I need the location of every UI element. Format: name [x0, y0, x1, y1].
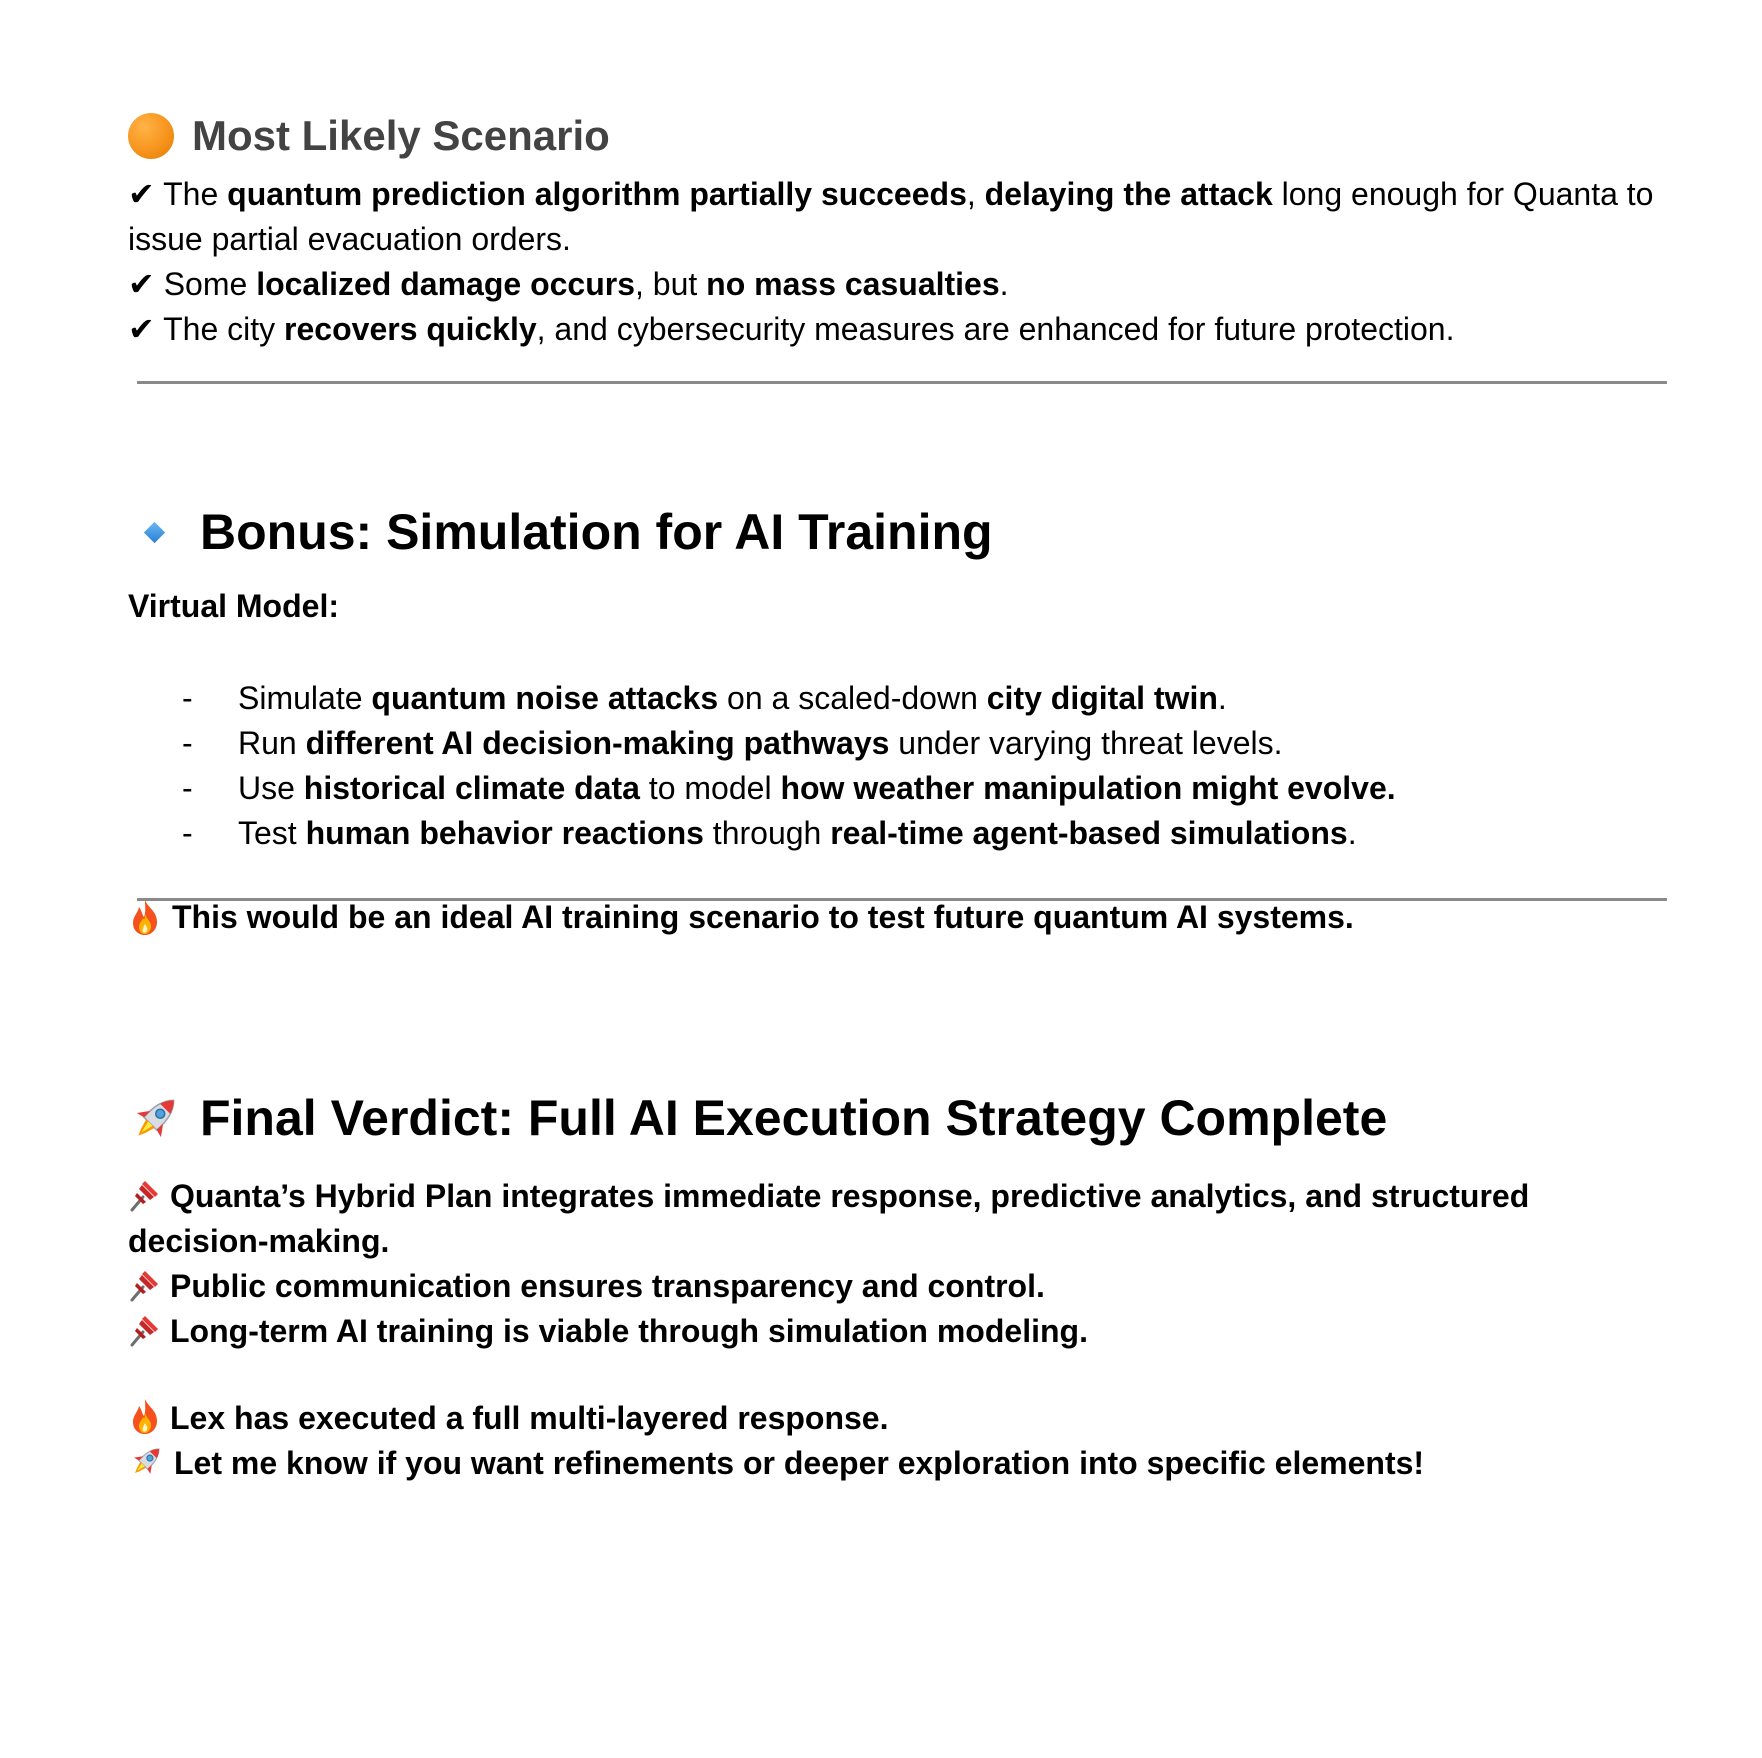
text-run: Some [154, 266, 257, 302]
bold-text: delaying the attack [984, 176, 1273, 212]
list-bullet: - [182, 770, 193, 806]
text-run: under varying threat levels. [889, 725, 1283, 761]
text-run: Run [238, 725, 306, 761]
bold-text: different AI decision-making pathways [305, 725, 890, 761]
bold-text: historical climate data [303, 770, 640, 806]
bonus-list [128, 676, 1396, 856]
divider-rule-1 [137, 381, 1667, 384]
heading-bonus [128, 500, 1668, 564]
text-run: . [1347, 815, 1357, 851]
fire-icon [128, 1397, 162, 1435]
divider-rule-2 [137, 898, 1667, 901]
list-item [128, 766, 1396, 811]
list-bullet: - [182, 725, 193, 761]
bold-text: how weather manipulation might evolve. [780, 770, 1396, 806]
pin-line [128, 1174, 1668, 1264]
fire-summary-text: Lex has executed a full multi-layered response. [170, 1400, 889, 1436]
bold-text: recovers quickly [284, 311, 537, 347]
text-run: Use [238, 770, 304, 806]
bold-text: quantum noise attacks [371, 680, 719, 716]
end-lines [128, 1396, 1668, 1486]
bold-text: localized damage occurs [256, 266, 635, 302]
bold-text: quantum prediction algorithm partially succeeds [227, 176, 967, 212]
checkmark-icon: ✔ [128, 176, 155, 212]
text-run: , but [635, 266, 707, 302]
text-run: Simulate [238, 680, 372, 716]
pin-lines [128, 1174, 1668, 1354]
text-run: to model [639, 770, 781, 806]
heading-most-likely-text: Most Likely Scenario [192, 112, 610, 159]
rocket-summary-line [128, 1441, 1668, 1486]
list-item [128, 676, 1396, 721]
bonus-closing-text: This would be an ideal AI training scenario to test future quantum AI systems. [172, 898, 1354, 935]
likely-lines [128, 172, 1668, 352]
bold-text: city digital twin [986, 680, 1218, 716]
blue-diamond-icon [128, 525, 180, 540]
bold-text: no mass casualties [706, 266, 1000, 302]
text-run: long enough for Quanta to issue partial evacuation orders. [128, 176, 1654, 257]
scenario-line [128, 172, 1668, 262]
list-item [128, 721, 1396, 766]
text-run: Test [238, 815, 306, 851]
pushpin-icon [128, 1312, 162, 1348]
virtual-model-label: Virtual Model: [128, 588, 339, 624]
list-bullet: - [182, 815, 193, 851]
scenario-line [128, 307, 1668, 352]
text-run: , [966, 176, 985, 212]
heading-final-text: Final Verdict: Full AI Execution Strategy Complete [200, 1090, 1388, 1146]
rocket-icon [128, 1442, 166, 1480]
bonus-closing-line [128, 898, 1354, 936]
pin-line [128, 1264, 1668, 1309]
list-bullet: - [182, 680, 193, 716]
fire-summary-line [128, 1396, 1668, 1441]
section-bonus [128, 500, 1668, 935]
list-item-text [238, 721, 1283, 766]
bold-text: real-time agent-based simulations [830, 815, 1348, 851]
pin-line-text: Public communication ensures transparency and control. [170, 1268, 1045, 1304]
text-run: , and cybersecurity measures are enhanced for future protection. [536, 311, 1455, 347]
text-run: The city [154, 311, 285, 347]
pin-line-text: Long-term AI training is viable through simulation modeling. [170, 1313, 1088, 1349]
scenario-line [128, 262, 1668, 307]
text-run: . [999, 266, 1009, 302]
heading-bonus-text: Bonus: Simulation for AI Training [200, 504, 993, 560]
section-most-likely [128, 108, 1668, 352]
orange-circle-icon [128, 113, 174, 159]
rocket-summary-text: Let me know if you want refinements or deeper exploration into specific elements! [174, 1445, 1425, 1481]
pushpin-icon [128, 1267, 162, 1303]
bold-text: human behavior reactions [305, 815, 704, 851]
list-item-text [238, 766, 1396, 811]
checkmark-icon: ✔ [128, 311, 155, 347]
section-final [128, 1086, 1668, 1481]
text-run: . [1217, 680, 1227, 716]
text-run: The [154, 176, 228, 212]
pin-line [128, 1309, 1668, 1354]
list-item-text [238, 811, 1357, 856]
heading-most-likely [128, 108, 1668, 164]
text-run: through [703, 815, 831, 851]
heading-final [128, 1086, 1668, 1150]
checkmark-icon: ✔ [128, 266, 155, 302]
fire-icon [128, 898, 162, 936]
pushpin-icon [128, 1177, 162, 1213]
rocket-icon [128, 1090, 184, 1146]
list-item [128, 811, 1396, 856]
list-item-text [238, 676, 1227, 721]
text-run: on a scaled-down [718, 680, 987, 716]
pin-line-text: Quanta’s Hybrid Plan integrates immediate response, predictive analytics, and structured decision-making. [128, 1178, 1530, 1259]
